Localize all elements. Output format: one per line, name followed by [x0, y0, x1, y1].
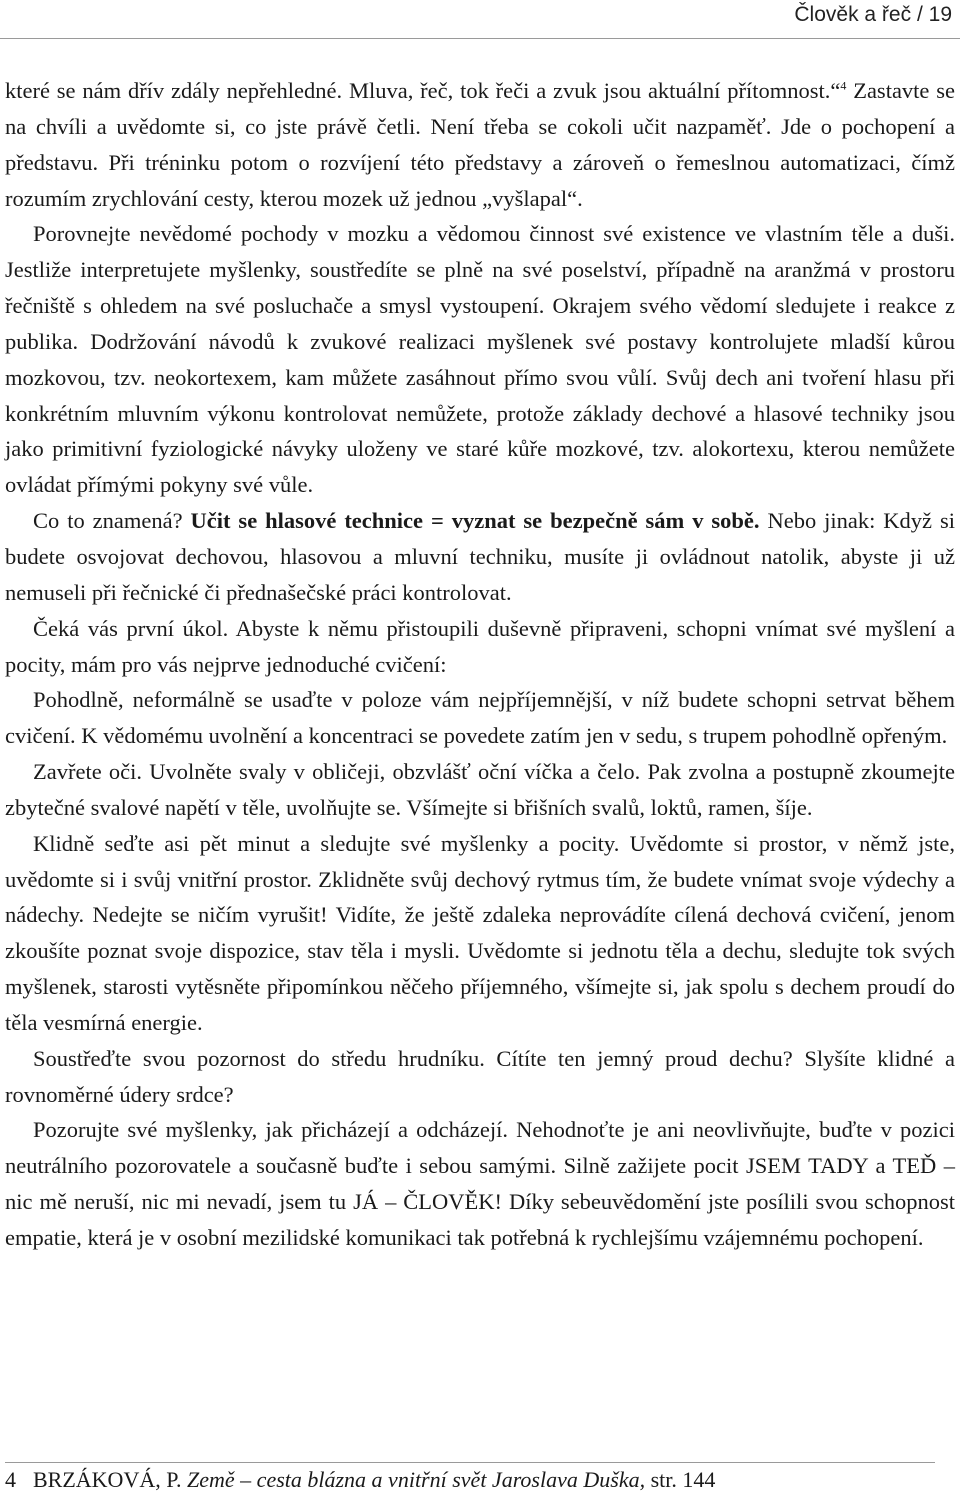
paragraph-7: Klidně seďte asi pět minut a sledujte své myšlenky a pocity. Uvědomte si prostor, v němž jste, uvědomte si i svůj vnitřní prostor. Zklidněte svůj dechový rytmus tím, že budete vnímat svoje výdechy a nádechy. Nedejte se ničím vyrušit! Vidíte, že ještě zdaleka neprovádíte cílená dechová cvičení, jenom zkoušíte poznat svoje dispozice, stav těla i mysli. Uvědomte si jednotu těla a dechu, sledujte tok svých myšlenek, starosti vytěsněte připomínkou něčeho příjemného, všímejte si, jak spolu s dechem proudí do těla vesmírná energie.	[5, 830, 955, 1035]
footnote	[5, 1466, 715, 1494]
paragraph-3-text-b: Nebo jinak: Když si budete osvojovat dechovou, hlasovou a mluvní techniku, musíte ji ovládnout natolik, abyste ji už nemuseli při řečnické či přednašečské práci kontrolovat.	[5, 508, 955, 605]
paragraph-1-text-a: které se nám dřív zdály nepřehledné. Mluva, řeč, tok řeči a zvuk jsou aktuální přítomnost.“	[5, 78, 841, 103]
paragraph-3	[5, 503, 955, 611]
paragraph-4: Čeká vás první úkol. Abyste k němu přistoupili duševně připraveni, schopni vnímat své myšlení a pocity, mám pro vás nejprve jednoduché cvičení:	[5, 615, 955, 677]
footnote-rule	[5, 1462, 935, 1463]
paragraph-6: Zavřete oči. Uvolněte svaly v obličeji, obzvlášť oční víčka a čelo. Pak zvolna a postupně zkoumejte zbytečné svalové napětí v těle, uvolňujte se. Všímejte si břišních svalů, loktů, ramen, šíje.	[5, 759, 955, 820]
footnote-number: 4	[5, 1467, 16, 1492]
page-number: 19	[928, 3, 952, 26]
footnote-author: BRZÁKOVÁ, P.	[33, 1467, 188, 1492]
paragraph-8: Soustřeďte svou pozornost do středu hrudníku. Cítíte ten jemný proud dechu? Slyšíte klidné a rovnoměrné údery srdce?	[5, 1045, 955, 1107]
footnote-reference: 4	[840, 78, 847, 93]
paragraph-3-bold-statement: Učit se hlasové technice = vyznat se bezpečně sám v sobě.	[190, 508, 760, 534]
paragraph-9: Pozorujte své myšlenky, jak přicházejí a odcházejí. Nehodnoťte je ani neovlivňujte, buďte v pozici neutrálního pozorovatele a současně buďte i sebou samými. Silně zažijete pocit JSEM TADY a TEĎ – nic mě neruší, nic mi nevadí, jsem tu JÁ – ČLOVĚK! Díky sebeuvědomění jste posílili svou schopnost empatie, která je v osobní mezilidské komunikaci tak potřebná k rychlejšímu vzájemnému pochopení.	[5, 1117, 955, 1250]
header-separator: /	[916, 3, 923, 26]
paragraph-3-text-a: Co to znamená?	[33, 508, 191, 534]
paragraph-5: Pohodlně, neformálně se usaďte v poloze vám nejpříjemnější, v níž budete schopni setrvat během cvičení. K vědomému uvolnění a koncentraci se povedete zatím jen v sedu, s trupem pohodlně opřeným.	[5, 687, 955, 749]
running-header	[794, 2, 952, 28]
footnote-pages: str. 144	[645, 1467, 716, 1492]
paragraph-1-text-b: Zastavte se na chvíli a uvědomte si, co jste právě četli. Není třeba se cokoli učit nazpaměť. Jde o pochopení a představu. Při tréninku potom o rozvíjení této představy a zároveň o řemeslnou automatizaci, čímž rozumím zrychlování cesty, kterou mozek už jednou „vyšlapal“.	[5, 78, 955, 211]
paragraph-1	[5, 73, 955, 216]
paragraph-2: Porovnejte nevědomé pochody v mozku a vědomou činnost své existence ve vlastním těle a duši. Jestliže interpretujete myšlenky, soustředíte se plně na své poselství, případně na aranžmá v prostoru řečniště s ohledem na své posluchače a smysl vystoupení. Okrajem svého vědomí sledujete i reakce z publika. Dodržování návodů k zvukové realizaci myšlenek své postavy kontrolujete mladší kůrou mozkovou, tzv. neokortexem, kam můžete zasáhnout přímo svou vůlí. Svůj dech ani tvoření hlasu při konkrétním mluvním výkonu kontrolovat nemůžete, protože základy dechové a hlasové techniky jsou jako primitivní fyziologické návyky uloženy ve staré kůře mozkové, tzv. alokortexu, kterou nemůžete ovládat přímými pokyny své vůle.	[5, 221, 955, 498]
footnote-title: Země – cesta blázna a vnitřní svět Jaroslava Duška,	[187, 1467, 646, 1492]
running-title: Člověk a řeč	[794, 3, 912, 26]
header-rule	[0, 38, 960, 39]
text-body	[5, 73, 955, 1256]
